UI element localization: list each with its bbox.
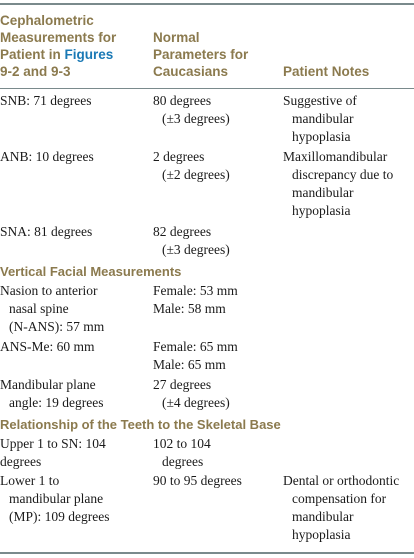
nasion-measure <box>0 282 148 336</box>
anb-note-line: hypoplasia <box>292 203 351 218</box>
mandibular-normal-range: (±4 degrees) <box>162 395 230 410</box>
anb-normal-range: (±2 degrees) <box>162 167 230 182</box>
snb-normal-value: 80 degrees <box>153 93 212 108</box>
snb-notes <box>283 92 414 146</box>
mandibular-measure-line: Mandibular plane <box>0 377 96 392</box>
snb-note-line: hypoplasia <box>292 129 351 144</box>
upper1-normal-line: degrees <box>162 454 204 469</box>
header-col1-line: Measurements for <box>0 30 117 45</box>
lower1-note-line: mandibular <box>292 509 354 524</box>
header-normal-parameters <box>153 29 278 80</box>
ansme-measure: ANS-Me: 60 mm <box>0 339 95 354</box>
table-top-rule <box>0 3 414 5</box>
table-bottom-rule <box>0 552 414 554</box>
lower1-normal: 90 to 95 degrees <box>153 473 242 488</box>
mandibular-plane-normal <box>153 376 278 412</box>
header-col2-line: Caucasians <box>153 64 229 79</box>
anb-note-line: discrepancy due to <box>292 167 394 182</box>
snb-note-line: Suggestive of <box>283 93 357 108</box>
mandibular-plane-measure <box>0 376 148 412</box>
header-col1-line: 9-2 and 9-3 <box>0 64 71 79</box>
mandibular-measure-line: angle: 19 degrees <box>9 395 104 410</box>
nasion-measure-line: nasal spine <box>9 301 69 316</box>
header-col1-line <box>0 46 140 63</box>
nasion-measure-line: (N-ANS): 57 mm <box>9 319 105 334</box>
header-rule <box>0 88 414 89</box>
sna-measure: SNA: 81 degrees <box>0 224 93 239</box>
section-teeth-skeletal: Relationship of the Teeth to the Skeletal Base <box>0 417 281 432</box>
nasion-normal <box>153 282 278 318</box>
anb-notes <box>283 148 414 220</box>
ansme-normal-line: Female: 65 mm <box>153 339 238 354</box>
section-vertical-facial: Vertical Facial Measurements <box>0 264 182 279</box>
nasion-normal-line: Female: 53 mm <box>153 283 238 298</box>
nasion-normal-line: Male: 58 mm <box>153 301 226 316</box>
snb-note-line: mandibular <box>292 111 354 126</box>
sna-normal-value: 82 degrees <box>153 224 212 239</box>
ansme-normal <box>153 338 278 374</box>
lower1-note-line: hypoplasia <box>292 527 351 542</box>
mandibular-normal-value: 27 degrees <box>153 377 212 392</box>
header-col2-line: Parameters for <box>153 47 249 62</box>
lower1-note-line: Dental or orthodontic <box>283 473 400 488</box>
upper1-measure-line: degrees <box>0 454 42 469</box>
header-col1-line: Cephalometric <box>0 13 94 28</box>
lower1-measure-line: mandibular plane <box>9 491 104 506</box>
upper1-normal-line: 102 to 104 <box>153 436 211 451</box>
upper1-normal <box>153 435 278 471</box>
anb-normal-value: 2 degrees <box>153 149 205 164</box>
snb-measure: SNB: 71 degrees <box>0 93 92 108</box>
anb-note-line: mandibular <box>292 185 354 200</box>
sna-normal-range: (±3 degrees) <box>162 242 230 257</box>
lower1-measure-line: Lower 1 to <box>0 473 60 488</box>
snb-normal-range: (±3 degrees) <box>162 111 230 126</box>
lower1-notes <box>283 472 414 544</box>
figures-link[interactable]: Figures <box>64 47 114 62</box>
lower1-measure <box>0 472 148 526</box>
upper1-measure-line: Upper 1 to SN: 104 <box>0 436 106 451</box>
header-col2-line: Normal <box>153 30 200 45</box>
sna-normal <box>153 223 278 259</box>
header-patient-notes: Patient Notes <box>283 64 370 79</box>
anb-normal <box>153 148 278 184</box>
anb-measure: ANB: 10 degrees <box>0 149 94 164</box>
lower1-note-line: compensation for <box>292 491 387 506</box>
nasion-measure-line: Nasion to anterior <box>0 283 98 298</box>
snb-normal <box>153 92 278 128</box>
lower1-measure-line: (MP): 109 degrees <box>9 509 110 524</box>
header-col1-text: Patient in <box>0 47 65 62</box>
anb-note-line: Maxillomandibular <box>283 149 388 164</box>
header-cephalometric-measurements <box>0 12 140 80</box>
upper1-measure <box>0 435 148 471</box>
ansme-normal-line: Male: 65 mm <box>153 357 226 372</box>
